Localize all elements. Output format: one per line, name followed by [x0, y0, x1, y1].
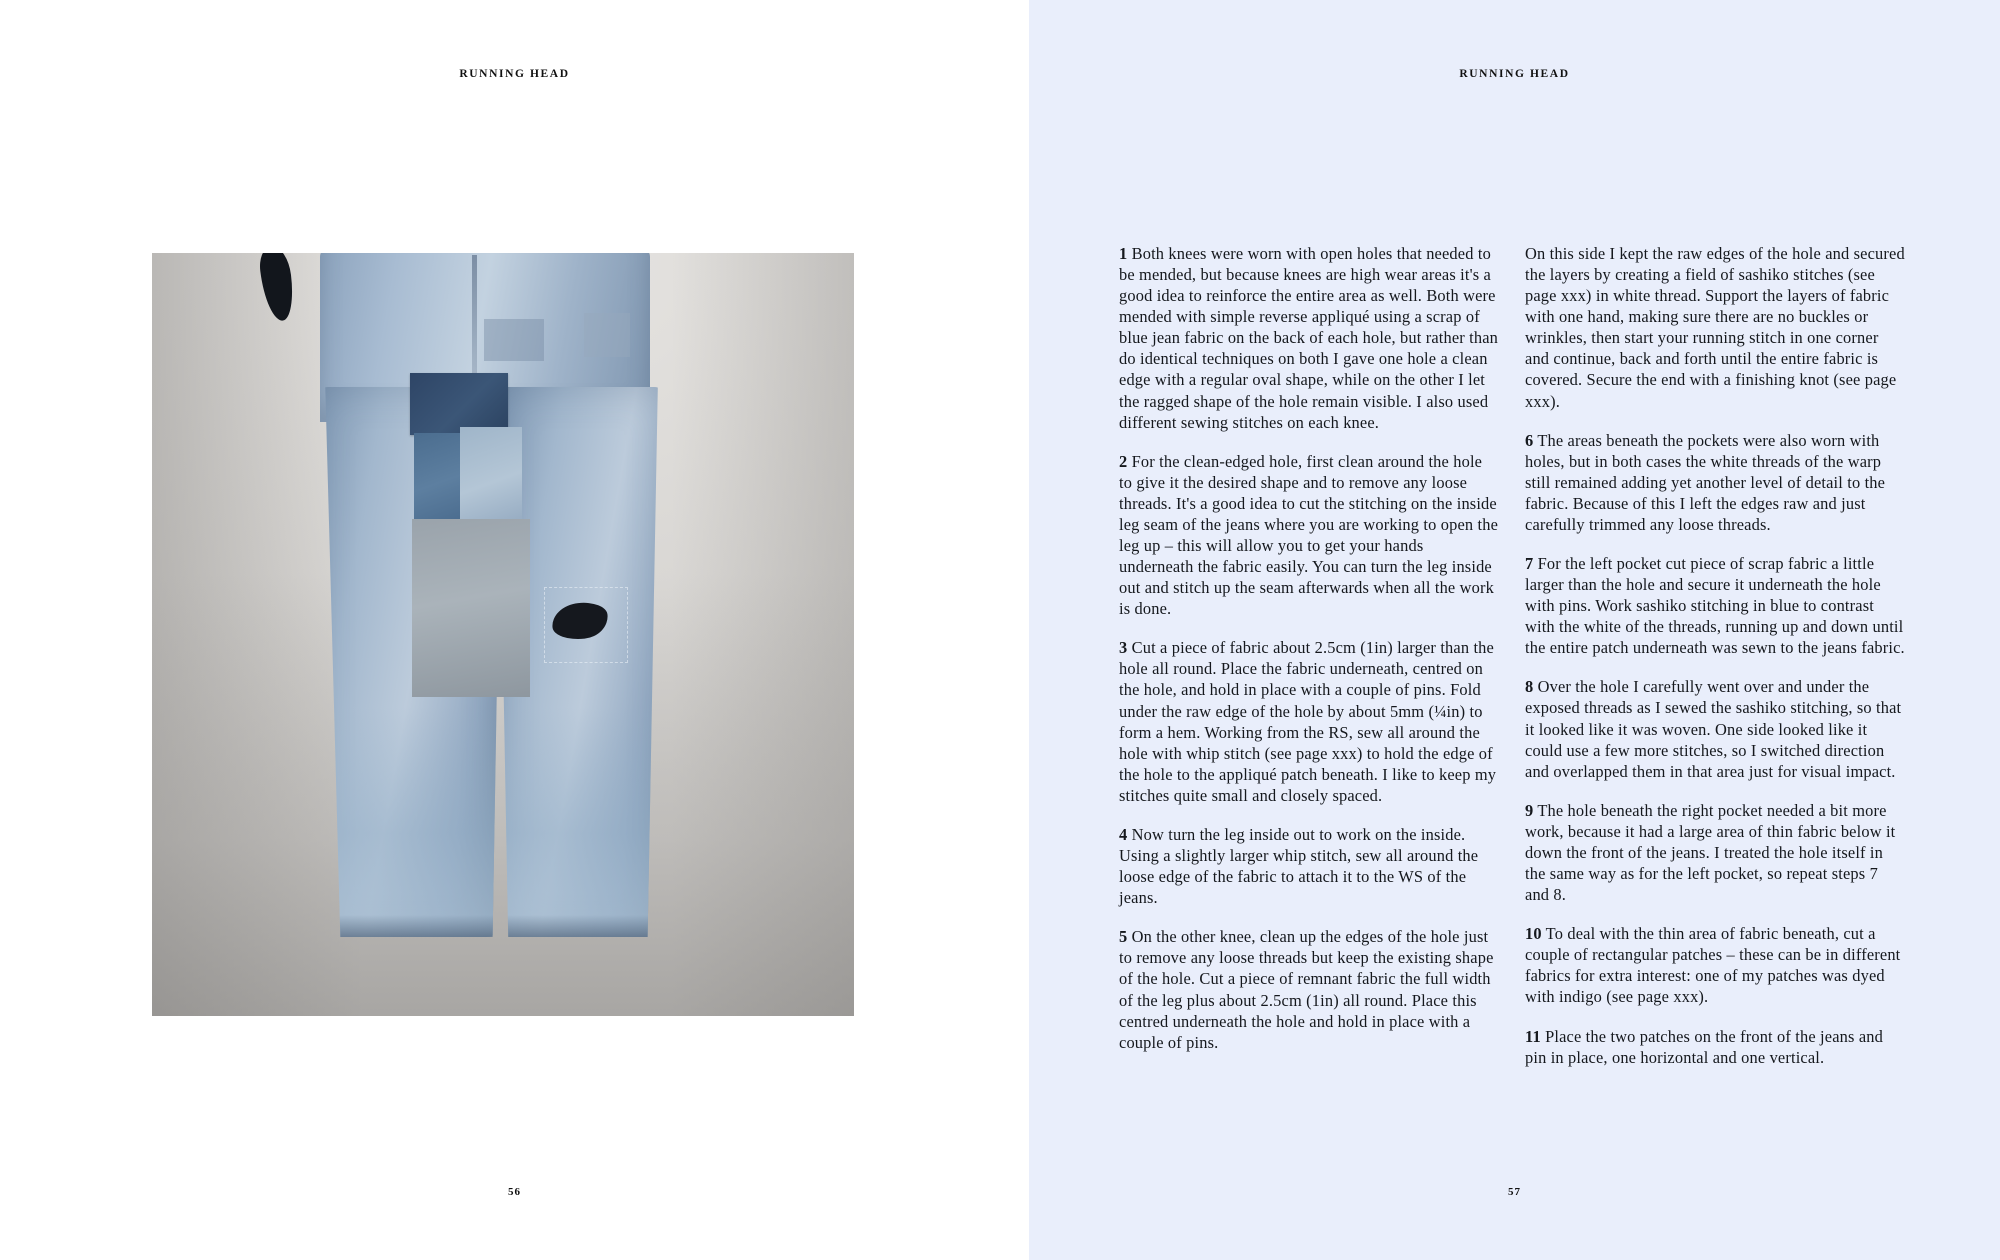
step-text: On the other knee, clean up the edges of the hole just to remove any loose threads but keep the existing shape of the hole. Cut a piece of remnant fabric the full width of the leg plus about 2.5cm (1in) all round. Place this centred underneath the hole and hold in place with a couple of pins.: [1119, 927, 1494, 1052]
step-text: Now turn the leg inside out to work on the inside. Using a slightly larger whip stitch, sew all around the loose edge of the fabric to attach it to the WS of the jeans.: [1119, 824, 1479, 908]
step-number: 2: [1119, 451, 1128, 471]
step-text: Cut a piece of fabric about 2.5cm (1in) larger than the hole all round. Place the fabric underneath, centred on the hole, and hold in place with a couple of pins. Fold under the raw edge of the hole by about 5mm (¼in) to form a hem. Working from the RS, sew all around the hole with whip stitch (see page xxx) to hold the edge of the hole to the appliqué patch beneath. I like to keep my stitches quite small and closely spaced.: [1119, 638, 1497, 805]
step-number: 10: [1525, 924, 1542, 944]
step-paragraph: [1119, 824, 1499, 908]
step-number: 3: [1119, 638, 1128, 658]
photo-backdrop: [152, 253, 854, 1016]
step-number: 4: [1119, 824, 1128, 844]
running-head-right: RUNNING HEAD: [1459, 68, 1570, 80]
step-number: 7: [1525, 554, 1534, 574]
step-paragraph: [1119, 926, 1499, 1052]
step-text: On this side I kept the raw edges of the hole and secured the layers by creating a field of sashiko stitches (see page xxx) in white thread. Support the layers of fabric with one hand, making sure there are no buckles or wrinkles, then start your running stitch in one corner and continue, back and forth until the entire fabric is covered. Secure the end with a finishing knot (see page xxx).: [1525, 244, 1905, 411]
running-head-left: RUNNING HEAD: [459, 68, 570, 80]
step-paragraph: [1119, 637, 1499, 806]
step-number: 6: [1525, 430, 1534, 450]
patch-upper-right-sashiko: [584, 313, 630, 357]
step-number: 5: [1119, 927, 1128, 947]
step-text: The hole beneath the right pocket needed a bit more work, because it had a large area of thin fabric below it down the front of the jeans. I treated the hole itself in the same way as for the left pocket, so repeat steps 7 and 8.: [1525, 800, 1896, 905]
step-paragraph: [1119, 243, 1499, 433]
step-paragraph: [1525, 430, 1905, 535]
right-page: [1029, 0, 2000, 1260]
step-paragraph: [1525, 800, 1905, 905]
jeans-garment: [262, 253, 732, 937]
step-text: Place the two patches on the front of the jeans and pin in place, one horizontal and one vertical.: [1525, 1026, 1883, 1067]
patch-upper-left-sashiko: [484, 319, 544, 361]
step-paragraph: [1525, 676, 1905, 781]
patch-indigo-dark: [410, 373, 508, 435]
patch-light-denim: [460, 427, 522, 527]
right-leg-hem: [498, 915, 668, 937]
folio-left: 56: [508, 1186, 521, 1198]
step-paragraph: [1525, 243, 1905, 412]
right-leg-fade: [498, 707, 668, 937]
jeans-photograph: [152, 253, 854, 1016]
knee-hole-left: [258, 253, 297, 323]
step-text: Over the hole I carefully went over and under the exposed threads as I sewed the sashiko stitching, so that it looked like it was woven. One side looked like it could use a few more stitches, so I switched direction and overlapped them in that area just for visual impact.: [1525, 677, 1902, 781]
column-one: [1119, 243, 1499, 1068]
step-paragraph: [1119, 451, 1499, 620]
column-two: [1525, 243, 1905, 1068]
patch-grey-knee: [412, 519, 530, 697]
step-number: 11: [1525, 1026, 1541, 1046]
step-text: To deal with the thin area of fabric beneath, cut a couple of rectangular patches – these can be in different fabrics for extra interest: one of my patches was dyed with indigo (see page xxx).: [1525, 924, 1901, 1007]
step-text: For the left pocket cut piece of scrap fabric a little larger than the hole and secure it underneath the hole with pins. Work sashiko stitching in blue to contrast with the white of the threads, running up and down until the entire patch underneath was sewn to the jeans fabric.: [1525, 554, 1905, 658]
step-text: For the clean-edged hole, first clean around the hole to give it the desired shape and to remove any loose threads. It's a good idea to cut the stitching on the inside leg seam of the jeans where you are working to open the leg up – this will allow you to get your hands underneath the fabric easily. You can turn the leg inside out and stitch up the seam afterwards when all the work is done.: [1119, 451, 1499, 619]
step-paragraph: [1525, 923, 1905, 1007]
step-number: 9: [1525, 800, 1534, 820]
left-leg-hem: [314, 915, 502, 937]
step-number: 8: [1525, 677, 1534, 697]
step-paragraph: [1525, 553, 1905, 658]
folio-right: 57: [1508, 1186, 1521, 1198]
left-leg-fade: [314, 707, 502, 937]
step-text: The areas beneath the pockets were also worn with holes, but in both cases the white threads of the warp still remained adding yet another level of detail to the fabric. Because of this I left the edges raw and just carefully trimmed any loose threads.: [1525, 430, 1886, 534]
step-paragraph: [1525, 1026, 1905, 1068]
text-columns: [1119, 243, 1912, 1068]
step-number: 1: [1119, 244, 1128, 263]
step-text: Both knees were worn with open holes that needed to be mended, but because knees are high wear areas it's a good idea to reinforce the entire area as well. Both were mended with simple reverse appliqué using a scrap of blue jean fabric on the back of each hole, but rather than do identical techniques on both I gave one hole a clean edge with a regular oval shape, while on the other I let the ragged shape of the hole remain visible. I also used different sewing stitches on each knee.: [1119, 244, 1499, 432]
